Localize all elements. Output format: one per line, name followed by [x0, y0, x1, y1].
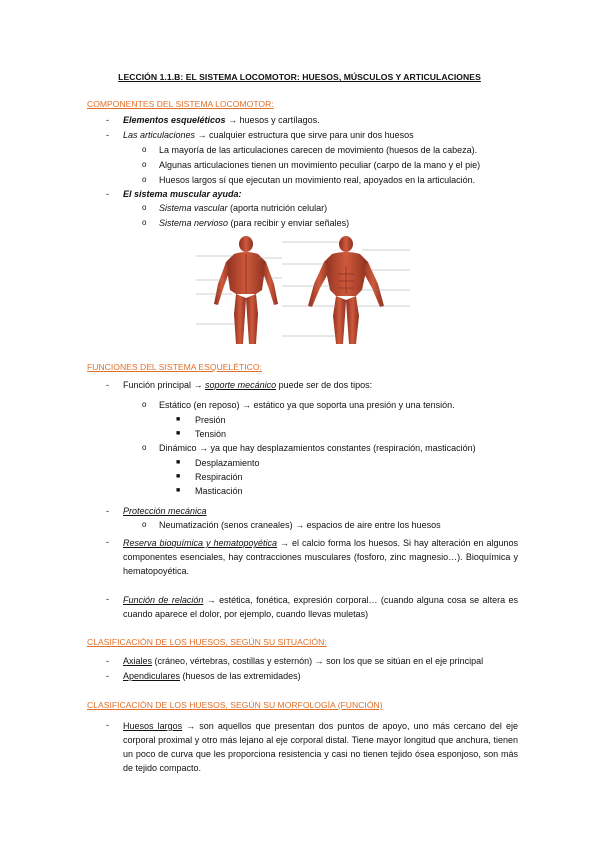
dash-bullet: -	[106, 380, 109, 390]
sub-sub-item: Tensión	[195, 429, 227, 439]
square-bullet: ■	[176, 473, 181, 480]
item-label: Las articulaciones	[123, 130, 196, 140]
section-heading-situacion: CLASIFICACIÓN DE LOS HUESOS, SEGÚN SU SITUACIÓN:	[87, 637, 327, 647]
circle-bullet: o	[142, 175, 147, 184]
item-axiales	[123, 655, 483, 667]
sub-item-dinamico: Dinámico → ya que hay desplazamientos constantes (respiración, masticación)	[159, 443, 476, 453]
section-heading-funciones: FUNCIONES DEL SISTEMA ESQUELÉTICO:	[87, 362, 262, 372]
dash-bullet: -	[106, 130, 109, 140]
item-apendiculares	[123, 670, 301, 682]
item-label: El sistema muscular ayuda:	[123, 189, 242, 199]
sub-item: Huesos largos sí que ejecutan un movimiento real, apoyados en la articulación.	[159, 175, 476, 185]
circle-bullet: o	[142, 520, 147, 529]
item-label: Huesos largos	[123, 721, 183, 731]
dash-bullet: -	[106, 656, 109, 666]
dash-bullet: -	[106, 537, 109, 547]
item-text: (huesos de las extremidades)	[180, 671, 301, 681]
item-proteccion	[123, 505, 207, 517]
item-label: Sistema vascular	[159, 203, 228, 213]
item-label: Elementos esqueléticos	[123, 115, 226, 125]
circle-bullet: o	[142, 160, 147, 169]
item-text: → son aquellos que presentan dos puntos de apoyo, uno más cercano del eje corporal proximal y otro más lejano al eje corporal distal. Tiene mayor longitud que anchura, tienen un poco de curva que les proporciona resistencia y casi no tienen tejido ósea esponjoso, son más de tejido compacto.	[123, 721, 519, 773]
muscular-system-illustration	[196, 234, 410, 346]
item-text: (para recibir y enviar señales)	[228, 218, 350, 228]
sub-sub-item: Respiración	[195, 472, 243, 482]
item-label: Axiales	[123, 656, 153, 666]
dash-bullet: -	[106, 189, 109, 199]
page-title: LECCIÓN 1.1.B: EL SISTEMA LOCOMOTOR: HUESOS, MÚSCULOS Y ARTICULACIONES	[118, 72, 481, 82]
item-pre: Función principal →	[123, 380, 206, 390]
circle-bullet: o	[142, 218, 147, 227]
item-text: → huesos y cartílagos.	[225, 115, 320, 125]
sub-item: Algunas articulaciones tienen un movimiento peculiar (carpo de la mano y el pie)	[159, 160, 481, 170]
dash-bullet: -	[106, 594, 109, 604]
square-bullet: ■	[176, 416, 181, 423]
section-heading-morfologia: CLASIFICACIÓN DE LOS HUESOS, SEGÚN SU MORFOLOGÍA (FUNCIÓN)	[87, 700, 383, 710]
sub-sub-item: Masticación	[195, 486, 243, 496]
square-bullet: ■	[176, 487, 181, 494]
item-relacion	[123, 593, 518, 621]
item-elementos	[123, 114, 320, 126]
section-heading-componentes: COMPONENTES DEL SISTEMA LOCOMOTOR:	[87, 99, 274, 109]
item-text: (cráneo, vértebras, costillas y esternón) → son los que se sitúan en el eje principal	[152, 656, 484, 666]
item-funcion-principal	[123, 379, 372, 391]
circle-bullet: o	[142, 145, 147, 154]
circle-bullet: o	[142, 443, 147, 452]
sub-item-neumatizacion: Neumatización (senos craneales) → espacios de aire entre los huesos	[159, 520, 441, 530]
circle-bullet: o	[142, 400, 147, 409]
item-reserva	[123, 536, 518, 578]
back-view-figure	[214, 236, 278, 344]
item-label: Protección mecánica	[123, 506, 207, 516]
item-label: soporte mecánico	[205, 380, 277, 390]
sub-sub-item: Presión	[195, 415, 226, 425]
item-text: puede ser de dos tipos:	[276, 380, 373, 390]
dash-bullet: -	[106, 671, 109, 681]
sub-item-vascular	[159, 202, 327, 214]
item-label: Apendiculares	[123, 671, 181, 681]
sub-sub-item: Desplazamiento	[195, 458, 260, 468]
item-text: → cualquier estructura que sirve para unir dos huesos	[195, 130, 414, 140]
item-text: (aporta nutrición celular)	[227, 203, 328, 213]
square-bullet: ■	[176, 430, 181, 437]
item-label: Sistema nervioso	[159, 218, 229, 228]
item-label: Función de relación	[123, 595, 204, 605]
sub-item-estatico: Estático (en reposo) → estático ya que soporta una presión y una tensión.	[159, 400, 455, 410]
dash-bullet: -	[106, 720, 109, 730]
dash-bullet: -	[106, 506, 109, 516]
item-text: → el calcio forma los huesos. Si hay alteración en algunos componentes esenciales, hay contracciones musculares (fosforo, zinc magnesio…). Bioquímica y hematopoyética.	[123, 538, 518, 576]
sub-item: La mayoría de las articulaciones carecen de movimiento (huesos de la cabeza).	[159, 145, 478, 155]
dash-bullet: -	[106, 115, 109, 125]
item-articulaciones	[123, 129, 414, 141]
item-muscular	[123, 188, 242, 200]
item-huesos-largos	[123, 719, 518, 775]
square-bullet: ■	[176, 459, 181, 466]
item-label: Reserva bioquímica y hematopoyética	[123, 538, 278, 548]
item-text: → estética, fonética, expresión corporal… (cuando alguna cosa se altera es cuando aparece el dolor, por ejemplo, cuando llevas muletas)	[123, 595, 518, 619]
circle-bullet: o	[142, 203, 147, 212]
sub-item-nervioso	[159, 217, 349, 229]
